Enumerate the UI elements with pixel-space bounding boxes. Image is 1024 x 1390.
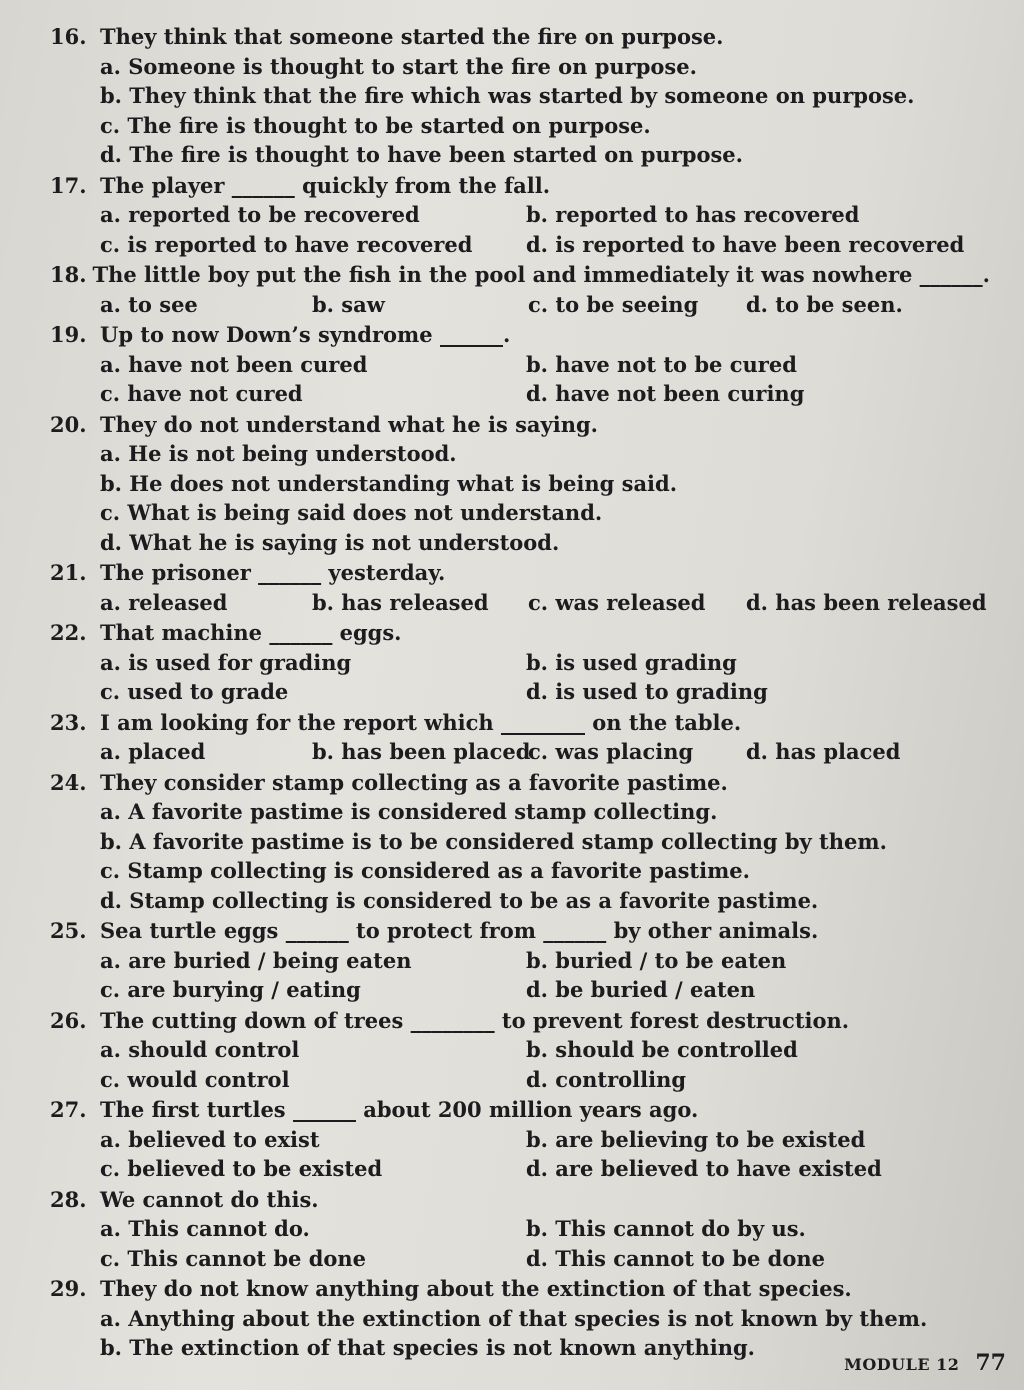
answer-option: a. This cannot do.	[100, 1216, 310, 1241]
question-text: That machine ______ eggs.	[100, 620, 402, 645]
answer-option: d. What he is saying is not understood.	[100, 529, 560, 555]
answer-option: c. This cannot be done	[100, 1245, 367, 1271]
answer-option: c. have not cured	[100, 381, 303, 406]
question-stem	[50, 558, 990, 588]
answer-option: c. was placing	[528, 739, 694, 764]
question-number: 22.	[50, 620, 87, 645]
question-22	[50, 618, 990, 707]
answer-row	[50, 677, 990, 707]
question-19	[50, 320, 990, 409]
answer-option: d. be buried / eaten	[526, 977, 756, 1002]
answer-row	[50, 379, 990, 409]
question-number: 27.	[50, 1097, 87, 1122]
answer-row	[50, 1065, 990, 1095]
answer-option: a. placed	[100, 739, 206, 764]
answer-option: d. to be seen.	[746, 291, 903, 317]
answer-option: b. saw	[312, 291, 385, 317]
answer-option: c. is reported to have recovered	[100, 231, 473, 257]
answer-row	[50, 1154, 990, 1184]
answer-option: c. are burying / eating	[100, 977, 361, 1002]
answer-option: d. has been released	[746, 589, 987, 615]
answer-option: a. are buried / being eaten	[100, 947, 412, 973]
question-25	[50, 916, 990, 1005]
answer-option: d. is used to grading	[526, 679, 768, 704]
question-text: They do not know anything about the extinction of that species.	[100, 1276, 852, 1301]
answer-row	[50, 200, 990, 230]
question-text: The player ______ quickly from the fall.	[100, 172, 551, 198]
answer-option: d. are believed to have existed	[526, 1156, 882, 1181]
question-24	[50, 768, 990, 916]
answer-option: c. would control	[100, 1066, 290, 1092]
answer-option: a. is used for grading	[100, 649, 352, 675]
answer-option: c. What is being said does not understand.	[100, 500, 603, 525]
answer-option: b. A favorite pastime is to be considered stamp collecting by them.	[100, 828, 887, 854]
question-text: I am looking for the report which ________ on the table.	[100, 709, 742, 735]
question-number: 20.	[50, 411, 87, 437]
answer-option: c. The fire is thought to be started on purpose.	[100, 112, 651, 138]
answer-row	[50, 588, 990, 618]
question-stem	[50, 260, 990, 290]
question-text: They consider stamp collecting as a favorite pastime.	[100, 769, 728, 795]
answer-option: a. released	[100, 589, 228, 615]
question-number: 21.	[50, 560, 87, 585]
answer-option: b. The extinction of that species is not known anything.	[100, 1335, 755, 1360]
question-number: 26.	[50, 1007, 87, 1033]
answer-option: d. The fire is thought to have been started on purpose.	[100, 142, 743, 167]
answer-option: a. A favorite pastime is considered stamp collecting.	[100, 799, 718, 824]
answer-row	[50, 230, 990, 260]
answer-option: b. This cannot do by us.	[526, 1216, 806, 1241]
answer-option: b. has been placed	[312, 739, 531, 764]
question-stem	[50, 410, 990, 440]
question-stem	[50, 1185, 990, 1215]
question-text: Up to now Down’s syndrome ______.	[100, 322, 511, 347]
answer-option: a. He is not being understood.	[100, 441, 457, 466]
question-18	[50, 260, 990, 319]
question-27	[50, 1095, 990, 1184]
answer-option: a. have not been cured	[100, 351, 368, 377]
answer-option: d. has placed	[746, 739, 901, 764]
answer-option: d. Stamp collecting is considered to be as a favorite pastime.	[100, 887, 819, 913]
question-20	[50, 410, 990, 558]
question-number: 28.	[50, 1186, 87, 1212]
question-17	[50, 171, 990, 260]
question-number: 18.	[50, 262, 87, 287]
question-number: 16.	[50, 24, 87, 49]
answer-option: a. Anything about the extinction of that species is not known by them.	[100, 1305, 928, 1331]
answer-row	[50, 737, 990, 767]
question-text: We cannot do this.	[100, 1186, 319, 1212]
question-stem	[50, 618, 990, 648]
answer-option: c. used to grade	[100, 679, 289, 704]
question-text: The prisoner ______ yesterday.	[100, 560, 446, 585]
answer-option: b. He does not understanding what is being said.	[100, 470, 678, 496]
answer-option: b. have not to be cured	[526, 351, 797, 377]
question-text: Sea turtle eggs ______ to protect from ______ by other animals.	[100, 918, 819, 943]
page-number: 77	[975, 1350, 1006, 1376]
question-28	[50, 1185, 990, 1274]
question-stem	[50, 22, 990, 52]
answer-row	[50, 1214, 990, 1244]
question-number: 29.	[50, 1276, 87, 1301]
answer-row	[50, 946, 990, 976]
question-number: 23.	[50, 709, 87, 735]
question-stem	[50, 320, 990, 350]
answer-option: b. is used grading	[526, 649, 737, 675]
question-26	[50, 1006, 990, 1095]
answer-option: b. are believing to be existed	[526, 1126, 866, 1152]
page-footer	[844, 1350, 1006, 1376]
answer-option: a. believed to exist	[100, 1126, 320, 1152]
answer-option: d. have not been curing	[526, 381, 805, 406]
answer-option: c. to be seeing	[528, 291, 699, 317]
answer-row	[50, 1125, 990, 1155]
question-text: They do not understand what he is saying.	[100, 411, 598, 437]
answer-option: d. controlling	[526, 1066, 687, 1092]
question-23	[50, 708, 990, 767]
answer-row	[50, 1035, 990, 1065]
answer-row	[50, 350, 990, 380]
question-number: 19.	[50, 322, 87, 347]
answer-option: a. should control	[100, 1037, 300, 1062]
answer-option: b. reported to has recovered	[526, 202, 860, 227]
answer-option: b. They think that the fire which was started by someone on purpose.	[100, 83, 915, 108]
question-16	[50, 22, 990, 170]
question-21	[50, 558, 990, 617]
question-text: They think that someone started the fire on purpose.	[100, 24, 724, 49]
question-text: The first turtles ______ about 200 million years ago.	[100, 1097, 699, 1122]
question-number: 24.	[50, 769, 87, 795]
answer-option: a. to see	[100, 291, 198, 317]
answer-row	[50, 1244, 990, 1274]
question-stem	[50, 171, 990, 201]
question-stem	[50, 1006, 990, 1036]
answer-option: b. buried / to be eaten	[526, 947, 787, 973]
answer-row	[50, 975, 990, 1005]
answer-row	[50, 648, 990, 678]
question-number: 17.	[50, 172, 87, 198]
answer-option: b. has released	[312, 589, 489, 615]
worksheet	[50, 22, 990, 1364]
answer-option: d. This cannot to be done	[526, 1245, 825, 1271]
answer-row	[50, 290, 990, 320]
answer-option: a. Someone is thought to start the fire on purpose.	[100, 53, 697, 79]
question-stem	[50, 768, 990, 798]
answer-option: c. was released	[528, 589, 706, 615]
answer-option: b. should be controlled	[526, 1037, 798, 1062]
question-stem	[50, 916, 990, 946]
question-stem	[50, 708, 990, 738]
answer-option: a. reported to be recovered	[100, 202, 420, 227]
question-text: The little boy put the fish in the pool and immediately it was nowhere ______.	[92, 262, 990, 287]
question-stem	[50, 1274, 990, 1304]
answer-option: d. is reported to have been recovered	[526, 231, 965, 257]
question-stem	[50, 1095, 990, 1125]
answer-option: c. Stamp collecting is considered as a favorite pastime.	[100, 858, 750, 883]
question-number: 25.	[50, 918, 87, 943]
module-label: MODULE 12	[844, 1355, 960, 1374]
answer-option: c. believed to be existed	[100, 1156, 383, 1181]
question-text: The cutting down of trees ________ to prevent forest destruction.	[100, 1007, 850, 1033]
